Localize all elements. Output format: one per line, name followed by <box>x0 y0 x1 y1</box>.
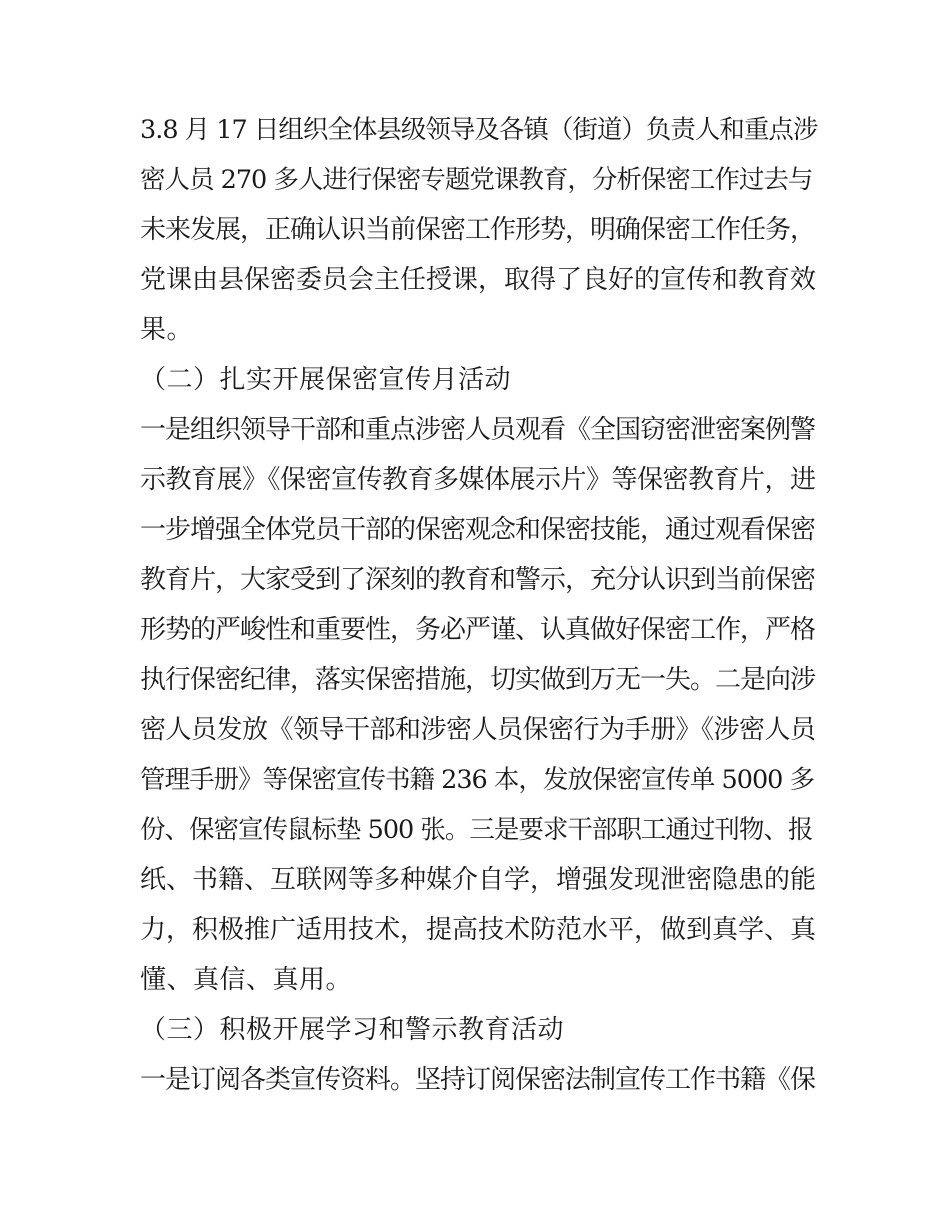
paragraph-2-line-3: 一步增强全体党员干部的保密观念和保密技能，通过观看保密 <box>140 515 816 545</box>
paragraph-2-line-4: 教育片，大家受到了深刻的教育和警示，充分认识到当前保密 <box>140 565 816 595</box>
paragraph-1-line-4: 党课由县保密委员会主任授课，取得了良好的宣传和教育效 <box>140 265 817 295</box>
paragraph-2-line-2: 示教育展》《保密宣传教育多媒体展示片》等保密教育片，进 <box>140 465 816 495</box>
paragraph-3-line-1: 一是订阅各类宣传资料。坚持订阅保密法制宣传工作书籍《保 <box>140 1065 816 1095</box>
paragraph-2-line-7: 密人员发放《领导干部和涉密人员保密行为手册》《涉密人员 <box>140 715 816 745</box>
paragraph-2-line-6: 执行保密纪律，落实保密措施，切实做到万无一失。二是向涉 <box>140 665 816 695</box>
paragraph-2-line-5: 形势的严峻性和重要性，务必严谨、认真做好保密工作，严格 <box>140 615 816 645</box>
paragraph-1-line-2: 密人员 270 多人进行保密专题党课教育，分析保密工作过去与 <box>140 165 813 195</box>
paragraph-2-line-11: 力，积极推广适用技术，提高技术防范水平，做到真学、真 <box>140 915 817 945</box>
paragraph-2-line-10: 纸、书籍、互联网等多种媒介自学，增强发现泄密隐患的能 <box>140 865 817 895</box>
section-heading-2: （二）扎实开展保密宣传月活动 <box>140 365 512 395</box>
paragraph-2-line-9: 份、保密宣传鼠标垫 500 张。三是要求干部职工通过刊物、报 <box>140 815 813 845</box>
paragraph-2-line-1: 一是组织领导干部和重点涉密人员观看《全国窃密泄密案例警 <box>140 415 816 445</box>
paragraph-1-line-3: 未来发展，正确认识当前保密工作形势，明确保密工作任务， <box>140 215 816 245</box>
paragraph-2-line-12: 懂、真信、真用。 <box>140 965 353 995</box>
section-heading-3: （三）积极开展学习和警示教育活动 <box>140 1015 565 1045</box>
paragraph-1-line-5: 果。 <box>140 315 194 345</box>
paragraph-1-line-1: 3.8 月 17 日组织全体县级领导及各镇（街道）负责人和重点涉 <box>140 115 818 145</box>
paragraph-2-line-8: 管理手册》等保密宣传书籍 236 本，发放保密宣传单 5000 多 <box>140 765 814 795</box>
